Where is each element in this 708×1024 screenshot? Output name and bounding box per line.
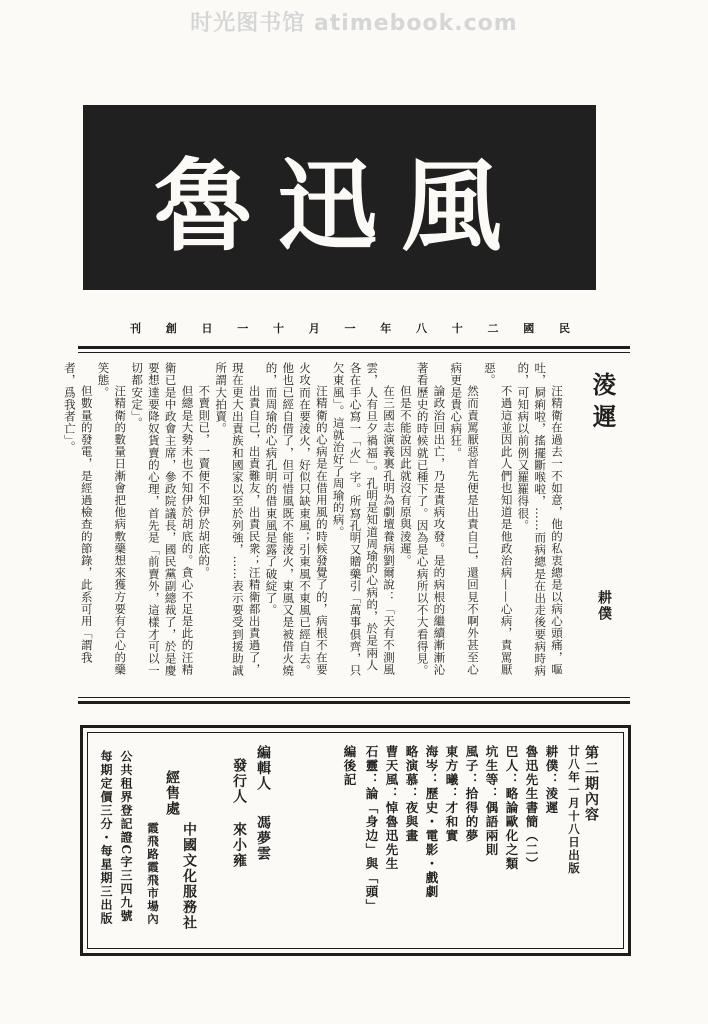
essay-paragraph: 不過這並因此人們也知道是他政治病——心病，責罵厭惡。: [482, 362, 514, 676]
dateline-char: 創: [165, 322, 177, 335]
essay-paragraph: 汪精衛的心病是在借用風的時候發覺了的，病根不在要火攻而在要淩火，好似只缺東風；引東風不東風已經自去。他也已經自借了，但可惜風既不能淩火，東風又是被借火燒的，而周瑜的心病孔明的借東風是露了破綻了。: [264, 362, 329, 677]
essay-paragraph: 但總是大勢未也不知伊於胡底的。貪心不足是此的汪精衛已是中政會主席，參政院議長，國民黨副總裁了，於是慶要想達要降奴貨賣的心理，首先是「前賣外，這樣才可以一切都安定」。: [130, 362, 195, 677]
essay-paragraph: 然而責罵厭惡首先便是出責自己，還回見不啊外甚至心病更是貴心病狂。: [449, 362, 481, 676]
toc-entry: 海岑：歷史・電影・戲劇: [424, 745, 439, 899]
distributor-address: 霞飛路霞飛市場內: [146, 822, 160, 926]
publisher-name: 來小雍: [231, 822, 247, 869]
essay-paragraph: 但是不能說因此就沒有原與淩遲。: [398, 385, 413, 567]
dateline-char: 民: [559, 322, 570, 335]
top-rule-thin: [78, 352, 630, 353]
toc-date: 廿八年一月十八日出版: [567, 745, 581, 875]
essay-paragraph: 汪精衛在過去一不如意，他的私衷總是以病心頭痛，嘔吐，屙痢啦，搖擺斷喉啦，……而病總是在出走後要病時病的，可知病以前例又羅羅得很。: [516, 362, 564, 677]
essay-paragraph: 不賣則已，一賣便不知伊於胡底的。: [197, 385, 212, 579]
toc-entry: 石靈：論「身边」與「頭」: [364, 745, 379, 913]
registration: 公共租界登記證C字三四九號: [119, 750, 133, 924]
price-schedule: 每期定價三分・每星期三出版: [99, 750, 113, 926]
publisher-label: 發行人: [231, 758, 247, 805]
toc-entry: 耕僕：淩遲: [544, 745, 559, 815]
dateline-char: 年: [380, 322, 392, 335]
essay-paragraph: 在三國志演義裏孔明為劇壇養病劉爾說：「天有不測風雲，人有旦夕禍福」。孔明是知道周瑜的心病的，於是兩人各在手心寫一「火」字。所寫孔明又贈藥引「萬事俱齊，只欠東風」。這就治好了周瑜的病。: [331, 362, 397, 677]
toc-entry: 魯迅先生書簡（二）: [524, 745, 539, 871]
essay-paragraph: 但數量的發電，是經過檢查的節錄，此系可用「謂我者，爲我者亡」。: [62, 362, 94, 664]
toc-entry: 坑生等：偶語兩則: [484, 745, 499, 857]
masthead: [83, 105, 596, 290]
dateline-char: 一: [237, 322, 249, 335]
essay-body: [62, 362, 565, 682]
dateline-char: 十: [451, 322, 463, 335]
editor-name: 馮夢雲: [255, 815, 271, 862]
distributor-name: 中國文化服務社: [181, 822, 197, 931]
editor-label: 編輯人: [255, 745, 271, 792]
essay-paragraph: 汪精衛的數量日漸會把他病敷藥想來獲方要有合心的藥笑態。: [96, 362, 128, 676]
dateline-char: 一: [344, 322, 356, 335]
dateline-char: 刊: [130, 322, 141, 335]
essay-title: 淩遲: [588, 372, 617, 436]
watermark: 时光图书馆 atimebook.com: [190, 11, 518, 36]
masthead-title: 魯迅風: [153, 146, 526, 265]
dateline-char: 國: [523, 322, 535, 335]
toc-entry: 編後記: [342, 745, 357, 787]
dateline-char: 十: [273, 322, 284, 335]
dateline-char: 二: [487, 322, 499, 335]
distributor-label: 經售處: [164, 770, 180, 817]
mid-rule-thin: [78, 697, 630, 698]
mid-rule-thick: [78, 701, 630, 704]
dateline: [130, 320, 570, 336]
essay-author: 耕僕: [596, 590, 612, 622]
essay-paragraph: 出責自己，出責難友，出責民衆；汪精衛都出責過了，現在更大出責族和國家以至於列強，……表示要受到援助誠所謂大拍賣。: [214, 362, 262, 677]
toc-entry: 風子：拾得的夢: [464, 745, 479, 843]
toc-entry: 略演慕：夜與畫: [404, 745, 419, 843]
dateline-char: 月: [308, 322, 320, 335]
dateline-char: 八: [416, 322, 427, 335]
top-rule-thick: [78, 346, 630, 349]
dateline-char: 日: [201, 322, 213, 335]
essay-paragraph: 論政治回出亡，乃是責病攻發。是的病根的繼續漸漸沁著看歷史的時候就已種下了。因為是心病所以不大看得見。: [415, 362, 447, 677]
toc-entry: 曹天風：悼魯迅先生: [384, 745, 399, 871]
toc-entry: 巴人：略論歐化之類: [504, 745, 519, 871]
toc-heading: 第二期內容: [583, 745, 599, 823]
toc-entry: 東方曦：才和實: [444, 745, 459, 843]
